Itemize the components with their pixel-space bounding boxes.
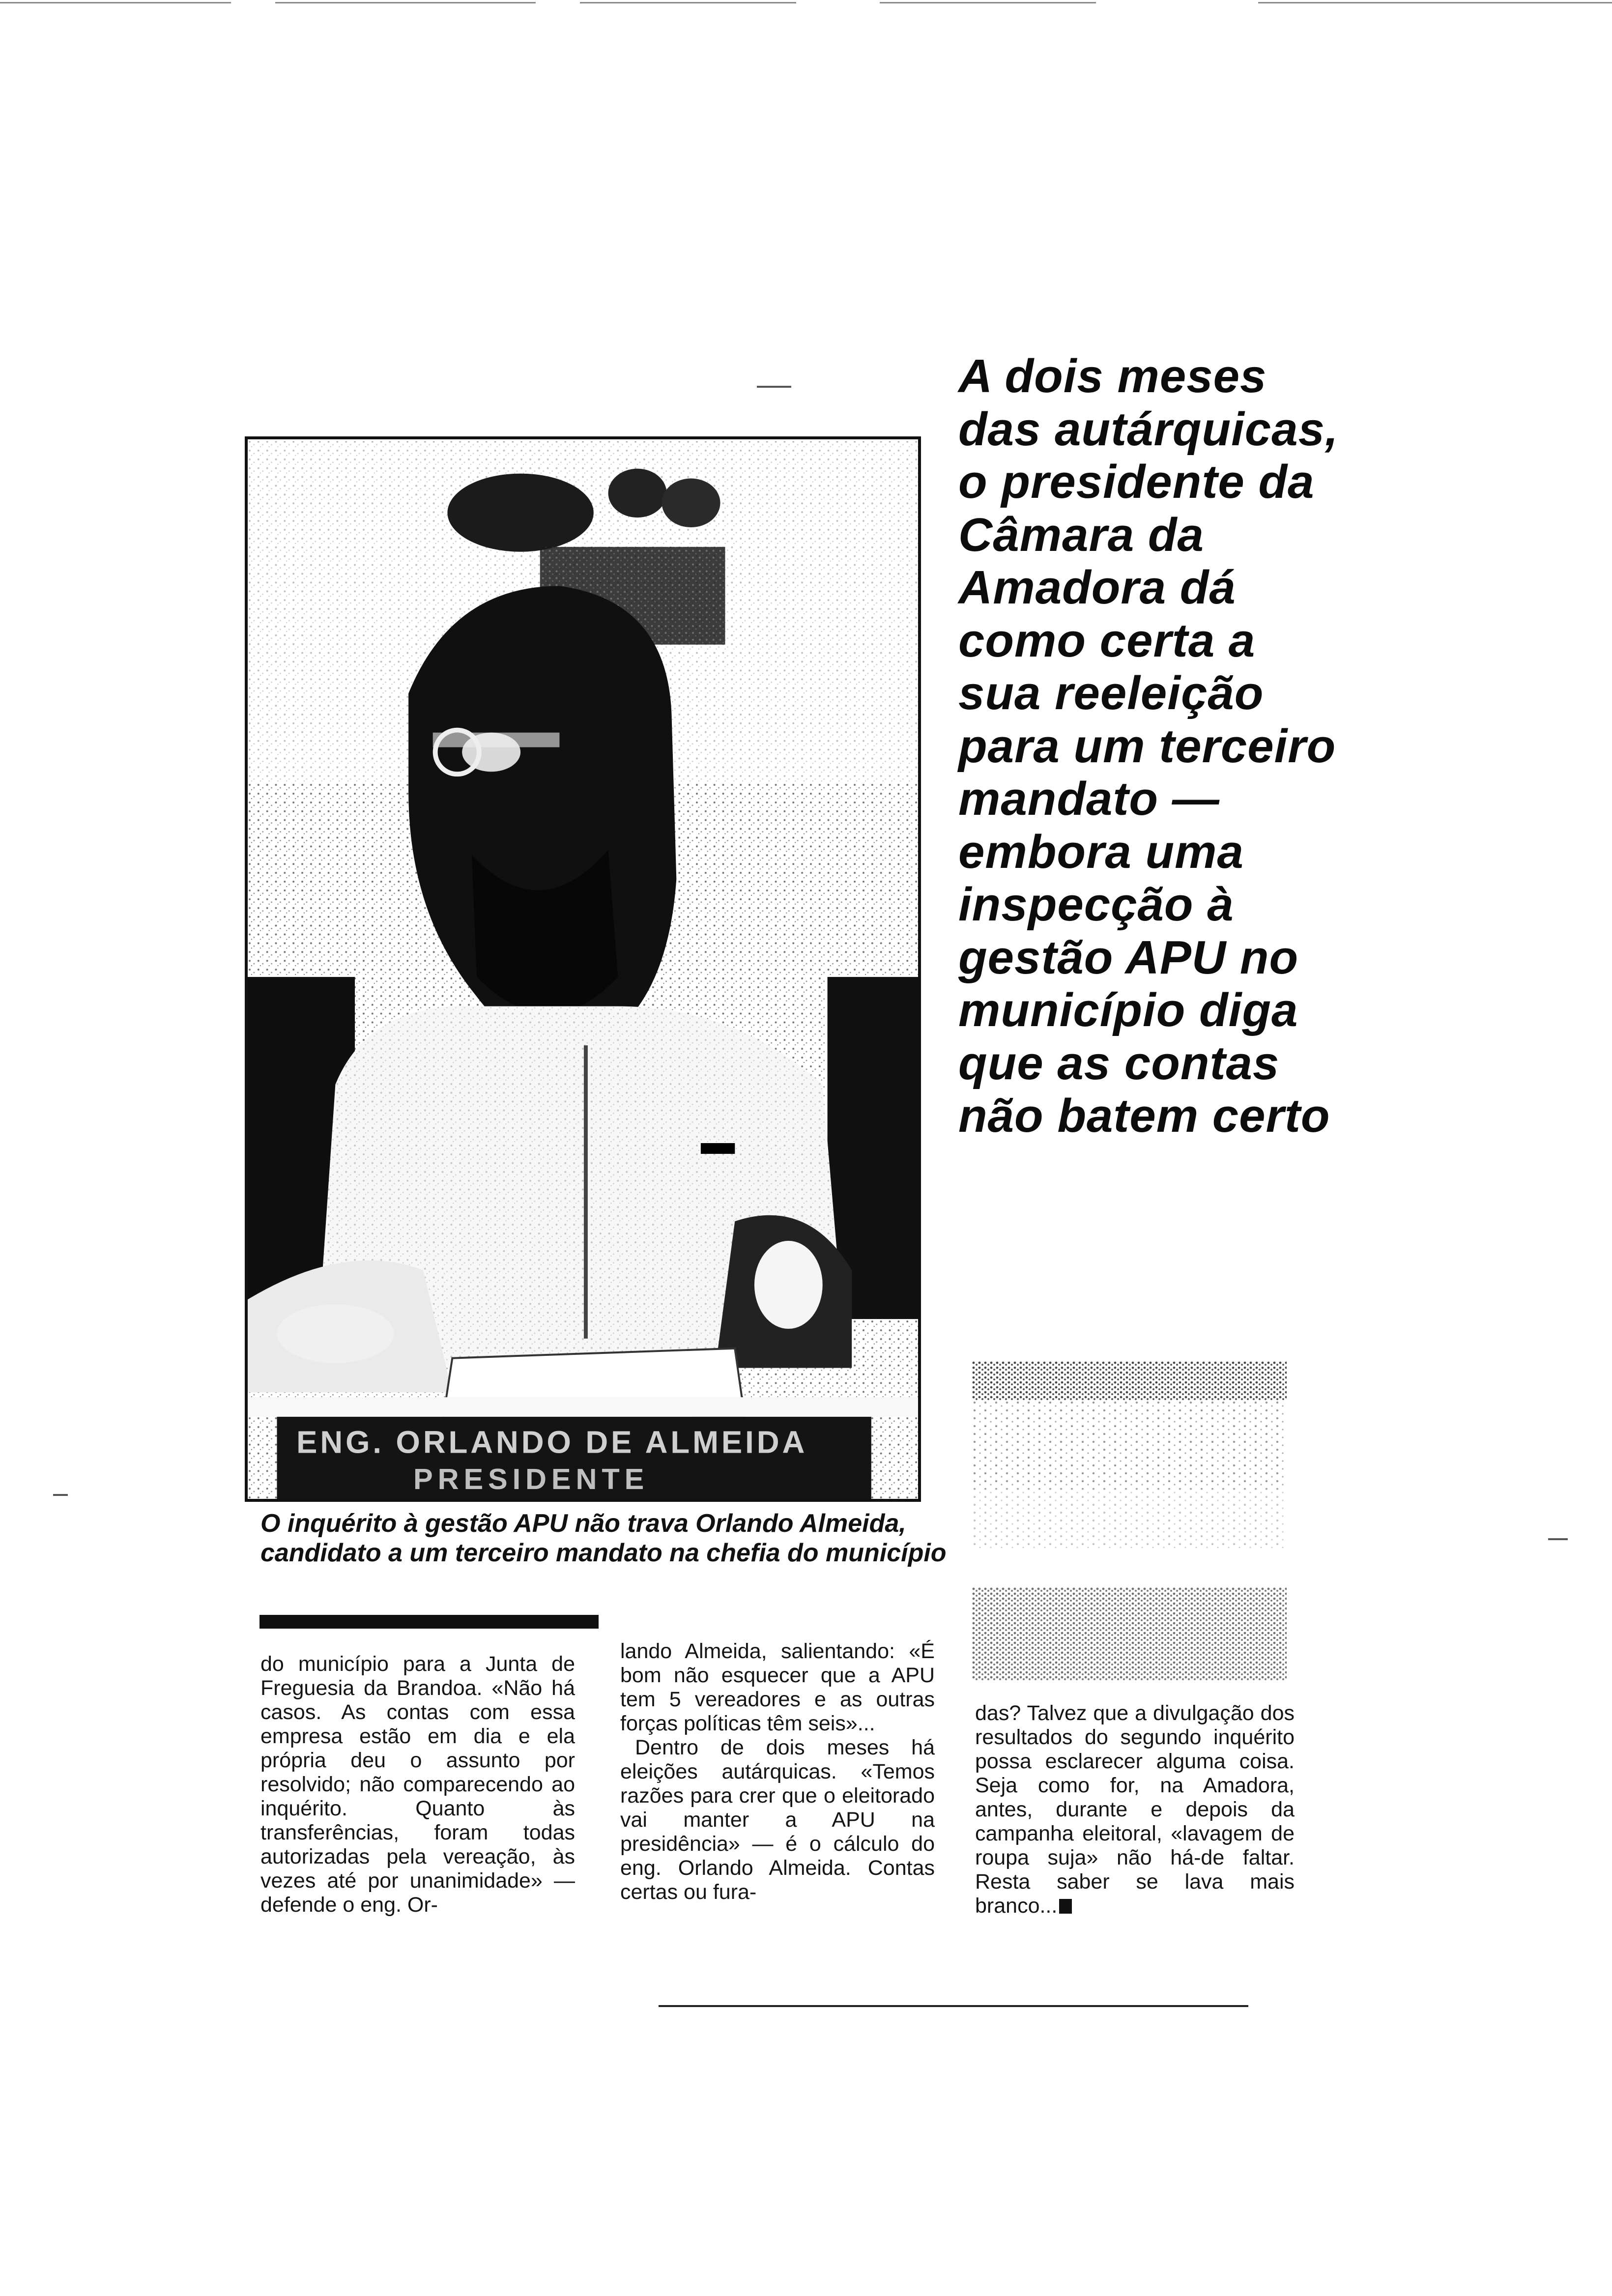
headline: A dois meses das autárquicas, o presidente da Câmara da Amadora dá como certa a sua reeleição para um terceiro mandato — embora uma inspecção à gestão APU no município diga que as contas não batem certo: [958, 350, 1339, 1142]
article-column-2: [620, 1639, 935, 1904]
photo-caption: O inquérito à gestão APU não trava Orlando Almeida, candidato a um terceiro mandato na chefia do município: [260, 1509, 947, 1567]
photo-orlando-almeida: [245, 436, 921, 1502]
scan-edge-mid2: [580, 2, 796, 3]
column-1-text: do município para a Junta de Freguesia da Brandoa. «Não há casos. As contas com essa empresa estão em dia e ela própria deu o assunto por resolvido; não comparecendo ao inquérito. Quanto às transferências, foram todas autorizadas pela vereação, às vezes até por unanimidade» — defende o eng. Or-: [260, 1652, 575, 1917]
nameplate-title: PRESIDENTE: [413, 1463, 649, 1496]
column-2-paragraph-2: Dentro de dois meses há eleições autárquicas. «Temos razões para crer que o eleitorado vai manter a APU na presidência» — é o cálculo do eng. Orlando Almeida. Contas certas ou fura-: [620, 1736, 935, 1904]
column-3-text: das? Talvez que a divulgação dos resultados do segundo inquérito possa esclarecer alguma coisa. Seja como for, na Amadora, antes, durante e depois da campanha eleitoral, «lavagem de roupa suja» não há-de faltar. Resta saber se lava mais branco...: [975, 1701, 1295, 1918]
scan-edge-far-right: [1258, 2, 1612, 3]
scan-edge-left: [0, 2, 231, 3]
halftone-texture: [972, 1361, 1287, 1681]
scan-edge-mid: [275, 2, 536, 3]
bottom-rule: [659, 2005, 1248, 2007]
scan-edge-right: [880, 2, 1096, 3]
end-of-article-mark: [1059, 1899, 1072, 1914]
scan-mark: [1548, 1538, 1568, 1540]
article-column-1: [260, 1652, 575, 1917]
column-3-paragraph: [975, 1701, 1295, 1918]
nameplate-text: ENG. ORLANDO DE ALMEIDA: [296, 1425, 808, 1460]
column-2-paragraph-1: lando Almeida, salientando: «É bom não esquecer que a APU tem 5 vereadores e as outras forças políticas têm seis»...: [620, 1639, 935, 1735]
caption-rule: [259, 1615, 599, 1629]
scan-mark: [757, 386, 791, 388]
scan-mark: [53, 1494, 68, 1496]
article-column-3: [975, 1701, 1295, 1918]
